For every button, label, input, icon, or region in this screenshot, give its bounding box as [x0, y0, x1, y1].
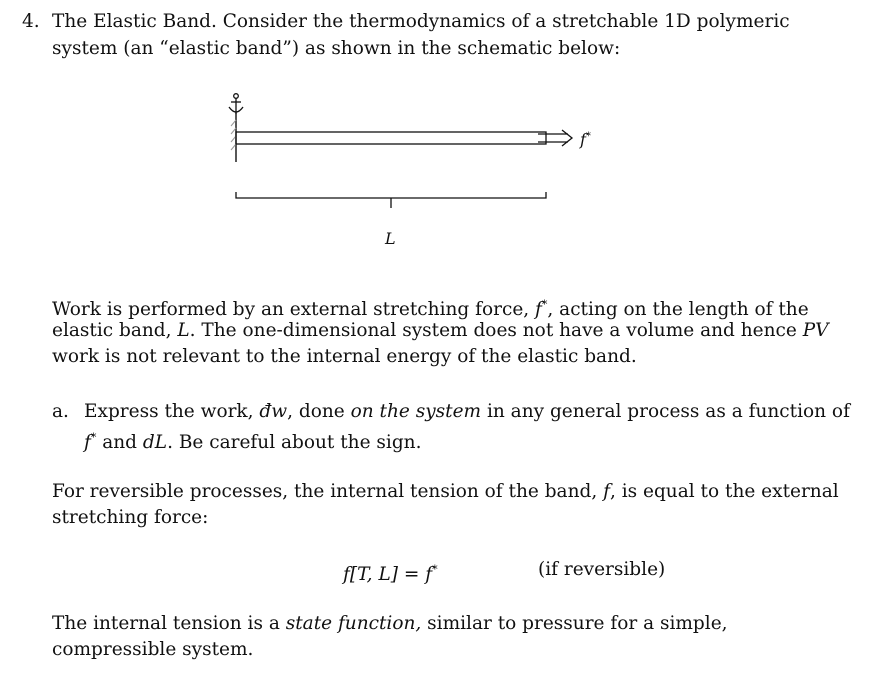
part-a-line2: f* and dL. Be careful about the sign.: [84, 431, 422, 454]
length-label: L: [385, 229, 396, 248]
equation: f[T, L] = f*: [343, 563, 438, 586]
paragraph2-line2: stretching force:: [52, 507, 209, 528]
length-brace: [236, 192, 546, 208]
paragraph1-line1: Work is performed by an external stretching force, f*, acting on the length of the: [52, 298, 809, 321]
elastic-band: [236, 132, 546, 144]
equation-note: (if reversible): [538, 559, 666, 580]
paragraph1-line3: work is not relevant to the internal energy of the elastic band.: [52, 346, 637, 367]
part-a-line1: Express the work, đw, done on the system in any general process as a function of: [84, 401, 850, 422]
part-a-label: a.: [52, 401, 69, 422]
force-label: f*: [580, 130, 591, 149]
anchor-icon: [229, 94, 243, 114]
paragraph3-line2: compressible system.: [52, 639, 254, 660]
paragraph1-line2: elastic band, L. The one-dimensional system does not have a volume and hence PV: [52, 320, 829, 341]
paragraph3-line1: The internal tension is a state function, similar to pressure for a simple,: [52, 613, 728, 634]
problem-number: 4.: [22, 11, 40, 32]
elastic-band-schematic: [0, 90, 890, 255]
problem-title-line1: The Elastic Band. Consider the thermodynamics of a stretchable 1D polymeric: [52, 11, 790, 32]
paragraph2-line1: For reversible processes, the internal tension of the band, f, is equal to the external: [52, 481, 839, 502]
problem-title-line2: system (an “elastic band”) as shown in the schematic below:: [52, 38, 621, 59]
